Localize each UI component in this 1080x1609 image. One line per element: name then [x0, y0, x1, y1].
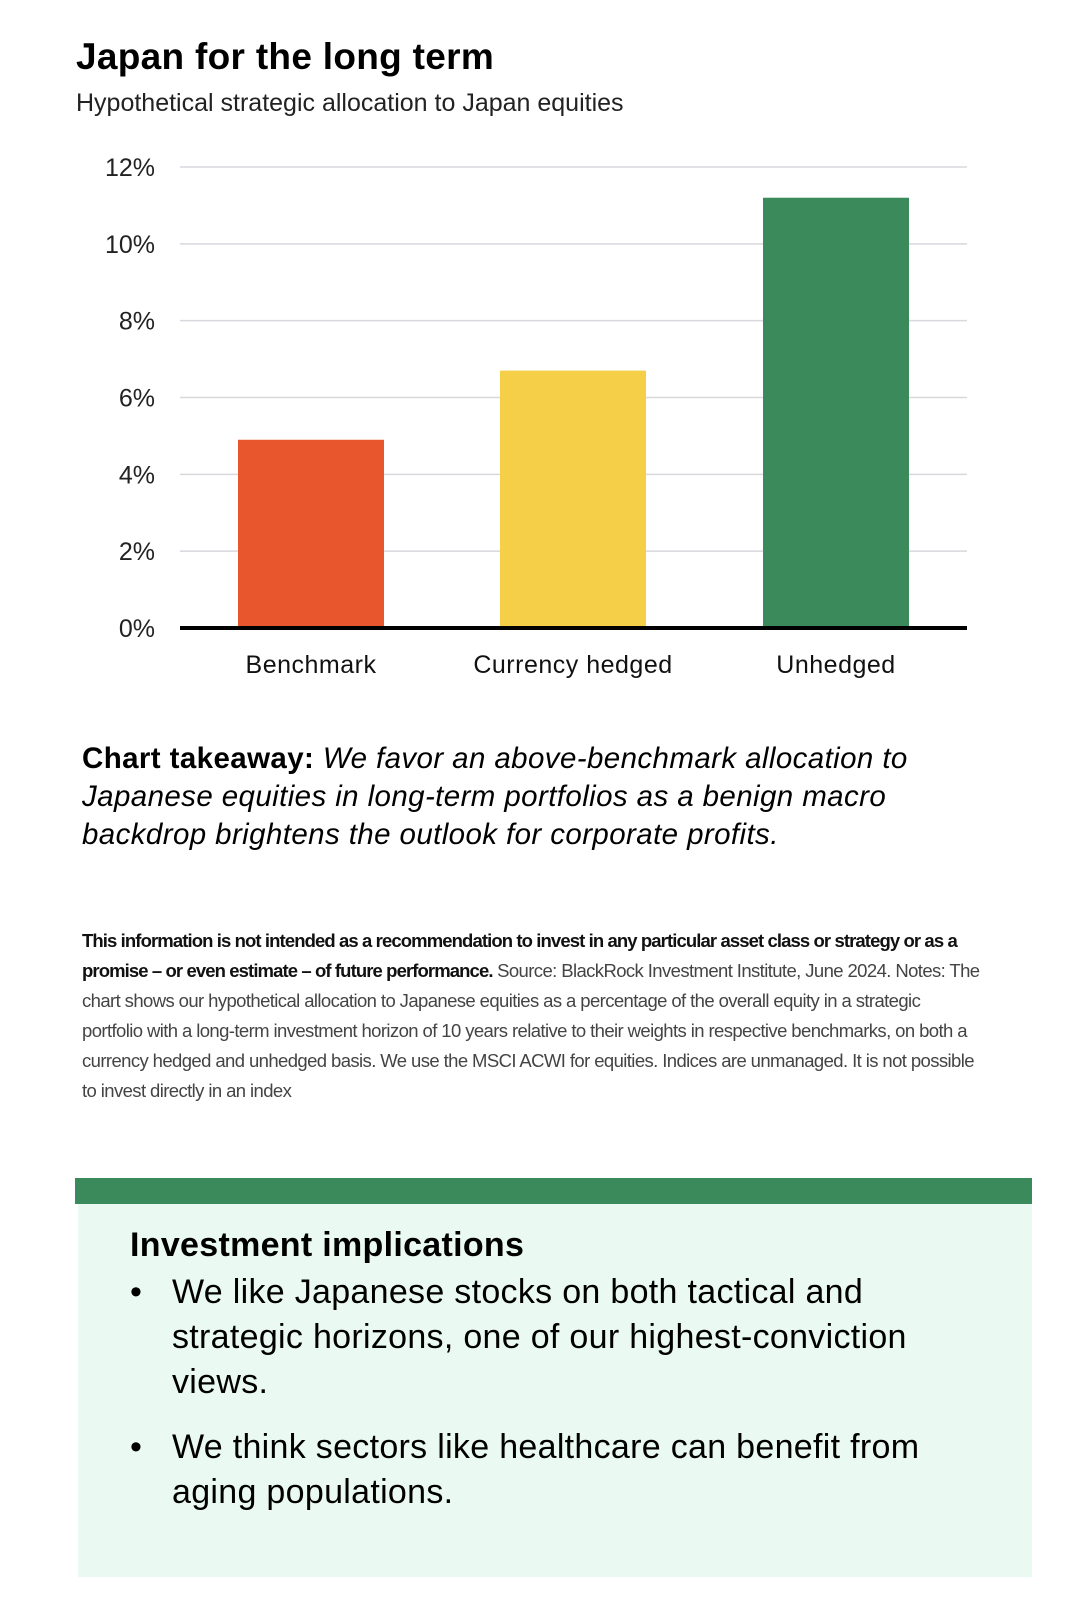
bar-benchmark [238, 440, 384, 628]
implication-item [130, 1270, 990, 1405]
bar-currency-hedged [500, 371, 646, 628]
chart-subtitle: Hypothetical strategic allocation to Japan equities [76, 89, 624, 117]
y-tick-label: 6% [118, 384, 155, 413]
implications-accent-bar [75, 1178, 1032, 1204]
bar-chart [0, 0, 1080, 700]
y-tick-label: 4% [118, 461, 155, 490]
y-tick-label: 12% [104, 154, 155, 182]
chart-title: Japan for the long term [76, 36, 495, 77]
disclaimer-text: This information is not intended as a recommendation to invest in any particular asset class or strategy or as a promise – or even estimate – of future performance. [82, 930, 957, 981]
takeaway-label: Chart takeaway: [82, 742, 315, 775]
implications-list [130, 1270, 990, 1535]
chart-takeaway [82, 740, 1002, 854]
implication-text: We think sectors like healthcare can benefit from aging populations. [172, 1428, 920, 1511]
takeaway-text: We favor an above-benchmark allocation to Japanese equities in long-term portfolios as a benign macro backdrop brightens the outlook for corporate profits. [82, 742, 908, 851]
bullet-icon: • [130, 1428, 143, 1466]
implication-text: We like Japanese stocks on both tactical and strategic horizons, one of our highest-conviction views. [172, 1273, 907, 1401]
y-tick-label: 10% [104, 230, 155, 259]
x-category-label: Benchmark [245, 651, 377, 679]
source-notes-text: Source: BlackRock Investment Institute, June 2024. Notes: The chart shows our hypothetical allocation to Japanese equities as a percentage of the overall equity in a strategic portfolio with a long-term investment horizon of 10 years relative to their weights in respective benchmarks, on both a currency hedged and unhedged basis. We use the MSCI ACWI for equities. Indices are unmanaged. It is not possible to invest directly in an index [82, 960, 980, 1101]
implications-title: Investment implications [130, 1226, 525, 1264]
chart-notes [82, 926, 982, 1106]
y-tick-label: 0% [118, 615, 155, 643]
x-category-label: Currency hedged [473, 651, 673, 679]
x-category-label: Unhedged [776, 651, 896, 679]
y-tick-label: 2% [118, 538, 155, 567]
implication-item [130, 1425, 990, 1515]
y-tick-label: 8% [118, 307, 155, 336]
bar-unhedged [763, 198, 909, 628]
bullet-icon: • [130, 1273, 143, 1311]
